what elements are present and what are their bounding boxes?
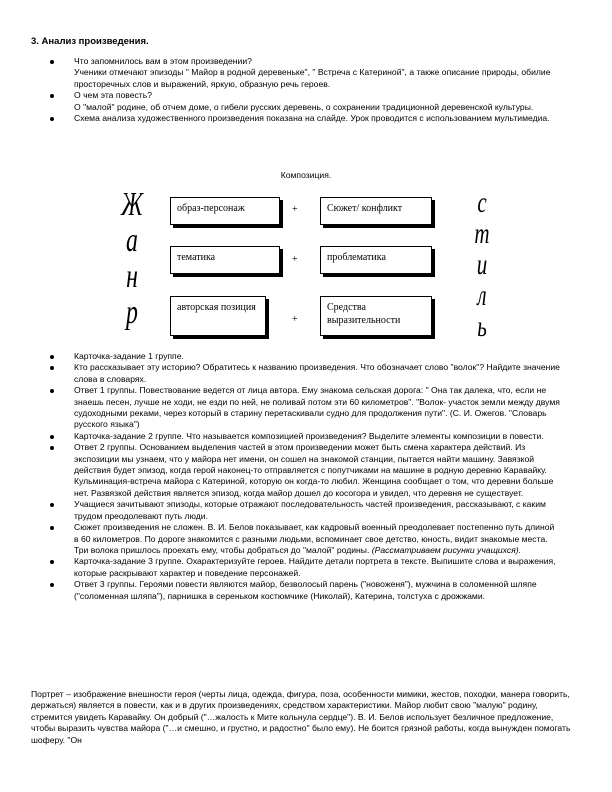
plus-sign: + [292, 314, 298, 325]
style-vertical-word [468, 188, 496, 343]
list-item-line: О "малой" родине, об отчем доме, о гибели русских деревень, о сохранении традиционной деревенской культуры. [74, 101, 534, 112]
bullet-icon [50, 94, 54, 98]
list-item-text: Ответ 3 группы. Героями повести являются майор, безволосый парень ("новоженя"), мужчина в соломенной шляпе ("соломенная шляпа"), парнишка в сереньком костюмчике (Николай), Катерина, толстуха с дрожжами. [74, 579, 537, 601]
list-item-text: Карточка-задание 3 группе. Охарактеризуйте героев. Найдите детали портрета в тексте. Выпишите слова и выражения, которые раскрывают характер и поведение персонажей. [74, 556, 556, 578]
bullet-icon [50, 355, 54, 359]
list-item [48, 351, 560, 362]
list-item [48, 90, 560, 113]
diagram-box-character-image: образ-персонаж [170, 197, 280, 225]
style-letter: л [477, 279, 487, 312]
list-item [48, 499, 560, 522]
diagram-box-themes: тематика [170, 246, 280, 274]
style-letter: ь [477, 310, 487, 343]
list-item [48, 431, 560, 442]
list-item-line: Ученики отмечают эпизоды " Майор в родной деревеньке", " Встреча с Катериной", а также описание природы, обилие просторечных слов и выражений, яркую, образную речь героев. [74, 67, 551, 89]
list-item-line: Схема анализа художественного произведения показана на слайде. Урок проводится с использованием мультимедиа. [74, 113, 550, 124]
portrait-paragraph: Портрет – изображение внешности героя (черты лица, одежда, фигура, поза, особенности мимики, жестов, походки, манера говорить, держаться) является в повести, как и в других произведениях, средством характеристики. Майор любит свою "малую" родину, стремится увидеть Каравайку. Он добрый ("…жалость к Мите кольнула сердце"). В. И. Белов использует безличное предложение, чтобы выразить чувства майора ("…и смешно, и грустно, и радостно" было ему). Не боится грязной работы, когда вынужден помогать шоферу. "Он [31, 689, 571, 745]
list-item [48, 442, 560, 499]
genre-letter: н [126, 258, 138, 295]
list-item-line: Что запомнилось вам в этом произведении? [74, 56, 252, 66]
composition-title: Композиция. [280, 170, 332, 180]
list-item [48, 556, 560, 579]
bullet-icon [50, 435, 54, 439]
list-item-text: Ответ 2 группы. Основанием выделения частей в этом произведении может быть смена характера действий. Из экспозиции мы узнаем, что у майора нет имени, он сошел на знакомой станции, пытается найти машину. Завязкой действия будет эпизод, когда герой наконец-то отправляется с попутчиками на машине в родную деревню Каравайку. Кульминация-встреча майора с Катериной, которую он когда-то любил. Женщина сообщает о том, что деревни больше нет. Развязкой действия является эпизод, когда майор дошел до косогора и увидел, что деревня не существует. [74, 442, 554, 498]
list-item-text: Кто рассказывает эту историю? Обратитесь к названию произведения. Что обозначает слово "волок"? Найдите значение слова в словарях. [74, 362, 560, 384]
style-letter: и [476, 248, 488, 281]
diagram-box-problems: проблематика [320, 246, 432, 274]
plus-sign: + [292, 204, 298, 215]
list-item [48, 113, 560, 124]
bullet-icon [50, 560, 54, 564]
task-list [48, 351, 560, 602]
list-item-italic-note: (Рассматриваем рисунки учащихся). [371, 544, 521, 555]
list-item [48, 362, 560, 385]
list-item-text: Ответ 1 группы. Повествование ведется от лица автора. Ему знакома сельская дорога: " Она так далека, что, если не знаешь песен, лучше не ходи, не езди по ней, не поливай потом эти 60 километров". "Волок- участок земли между двумя судоходными реками, через который в старину перетаскивали судно для продолжения пути". (С. И. Ожегов. "Словарь русского языка") [74, 385, 560, 430]
bullet-icon [50, 366, 54, 370]
list-item [48, 579, 560, 602]
list-item [48, 385, 560, 431]
diagram-box-expressive-means: Средства выразительности [320, 296, 432, 336]
genre-letter: р [126, 294, 138, 331]
style-letter: с [477, 186, 487, 219]
list-item [48, 56, 560, 90]
diagram-box-author-position: авторская позиция [170, 296, 266, 336]
diagram-box-plot-conflict: Сюжет/ конфликт [320, 197, 432, 225]
list-item [48, 522, 560, 556]
question-list [48, 56, 560, 124]
bullet-icon [50, 117, 54, 121]
genre-vertical-word [118, 188, 146, 332]
list-item-text: Учащиеся зачитывают эпизоды, которые отражают последовательность частей произведения, рассказывают, с каким трудом преодолевают путь люди. [74, 499, 546, 521]
genre-letter: а [126, 222, 138, 259]
bullet-icon [50, 526, 54, 530]
bullet-icon [50, 389, 54, 393]
bullet-icon [50, 583, 54, 587]
genre-letter: Ж [121, 186, 143, 223]
section-heading: 3. Анализ произведения. [31, 36, 149, 47]
list-item-line: О чем эта повесть? [74, 90, 152, 101]
list-item-text: Карточка-задание 2 группе. Что называется композицией произведения? Выделите элементы композиции в повести. [74, 430, 544, 441]
style-letter: т [474, 217, 490, 250]
list-item-text: Сюжет произведения не сложен. В. И. Белов показывает, как кадровый военный преодолевает постепенно путь длиной в 60 километров. По дороге знакомится с разными людьми, вспоминает свое детство, юность, видит знакомые места. Три волока пришлось проехать ему, чтобы добраться до "малой" родины. [74, 522, 555, 555]
list-item-text: Карточка-задание 1 группе. [74, 351, 184, 361]
bullet-icon [50, 60, 54, 64]
bullet-icon [50, 446, 54, 450]
bullet-icon [50, 503, 54, 507]
plus-sign: + [292, 254, 298, 265]
